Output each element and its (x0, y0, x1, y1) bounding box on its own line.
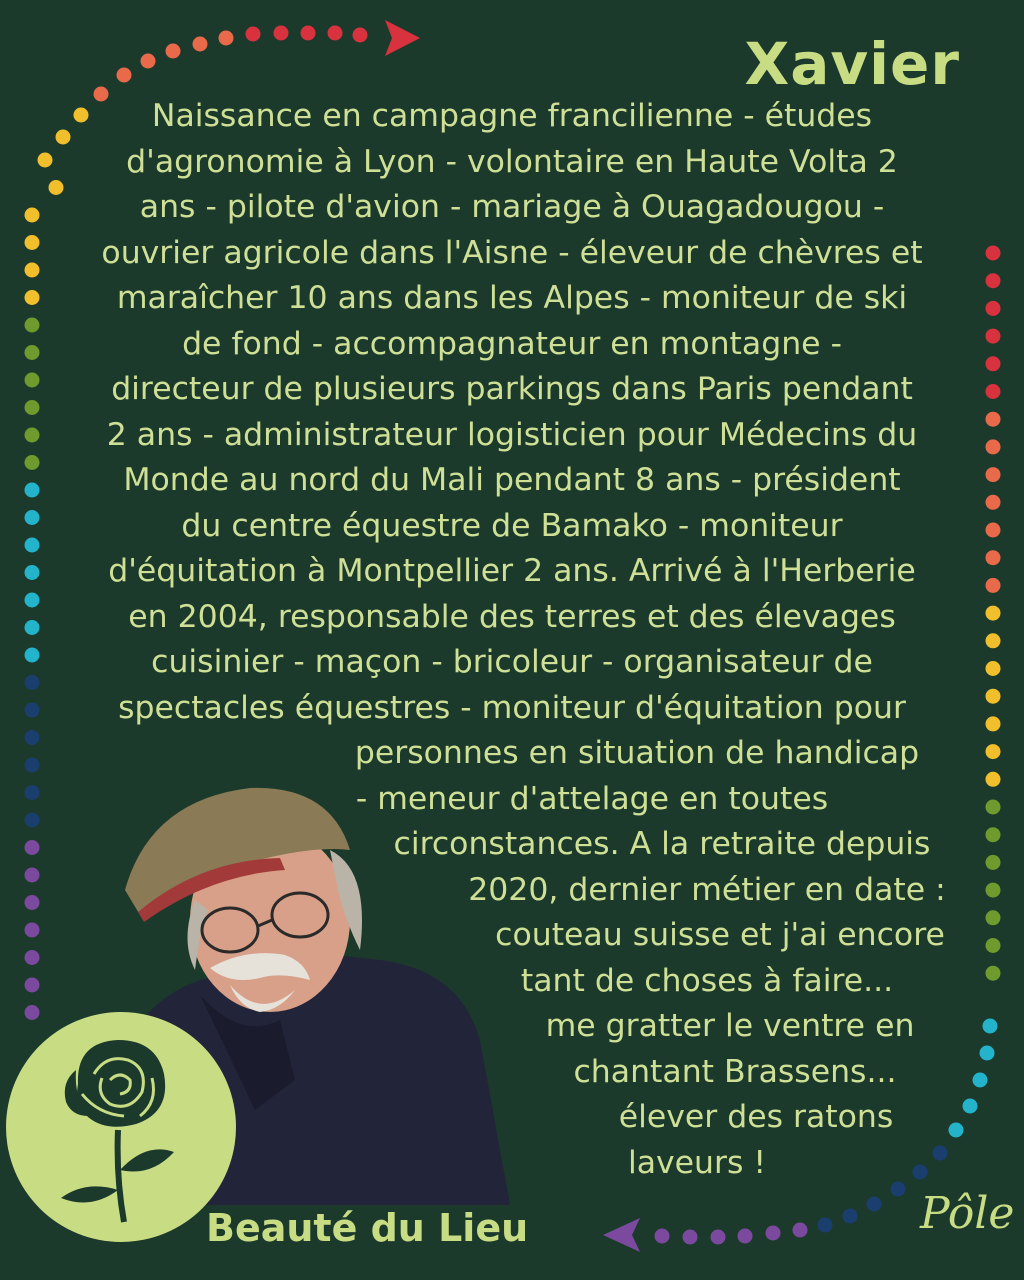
border-dot (166, 44, 181, 59)
bio-line: du centre équestre de Bamako - moniteur (181, 507, 843, 544)
border-dot (986, 772, 1001, 787)
border-dot (25, 730, 40, 745)
border-dot (986, 550, 1001, 565)
bio-line: me gratter le ventre en (545, 1008, 915, 1044)
border-dot (986, 467, 1001, 482)
border-dot (328, 26, 343, 41)
bio-line: ans - pilote d'avion - mariage à Ouagadougou - (139, 189, 885, 225)
border-dot (986, 356, 1001, 371)
border-dot (766, 1226, 781, 1241)
border-dot (25, 235, 40, 250)
border-dot (56, 130, 71, 145)
bio-line: couteau suisse et j'ai encore (495, 917, 945, 953)
bio-line: ouvrier agricole dans l'Aisne - éleveur de chèvres et (101, 234, 923, 271)
border-dot (986, 689, 1001, 704)
bio-line: circonstances. A la retraite depuis (393, 826, 931, 862)
border-dot (25, 675, 40, 690)
border-dot (25, 785, 40, 800)
border-dot (25, 455, 40, 470)
border-dot (986, 606, 1001, 621)
bio-line: laveurs ! (627, 1144, 767, 1181)
border-dot (25, 208, 40, 223)
border-dot (25, 483, 40, 498)
border-dot (25, 318, 40, 333)
border-dot (274, 26, 289, 41)
border-dot (738, 1229, 753, 1244)
arrow-right-icon (385, 20, 420, 56)
bio-line: 2020, dernier métier en date : (468, 871, 946, 908)
border-dot (25, 950, 40, 965)
bio-line: élever des ratons (618, 1099, 894, 1135)
bio-line: directeur de plusieurs parkings dans Paris pendant (111, 371, 913, 407)
border-dot (25, 840, 40, 855)
border-dot (25, 565, 40, 580)
logo-text: Pôle (920, 1188, 1015, 1239)
border-dot (25, 345, 40, 360)
border-dot (986, 633, 1001, 648)
border-dot (655, 1229, 670, 1244)
border-dot (986, 329, 1001, 344)
border-dot (301, 26, 316, 41)
border-dot (25, 813, 40, 828)
border-dot (25, 400, 40, 415)
border-dot (986, 910, 1001, 925)
border-dot (986, 800, 1001, 815)
bio-line: en 2004, responsable des terres et des élevages (128, 598, 896, 635)
arrow-left-icon (603, 1218, 640, 1252)
page-title: Xavier (744, 30, 960, 98)
border-dot (986, 495, 1001, 510)
bio-line: 2 ans - administrateur logisticien pour Médecins du (106, 416, 918, 453)
border-dot (986, 439, 1001, 454)
border-dot (25, 895, 40, 910)
border-dot (867, 1197, 882, 1212)
border-dot (963, 1099, 978, 1114)
rose-badge (6, 1012, 236, 1242)
bio-line: de fond - accompagnateur en montagne - (182, 325, 842, 362)
border-dot (986, 273, 1001, 288)
border-dot (973, 1073, 988, 1088)
rose-icon (6, 1012, 236, 1242)
border-dot (683, 1230, 698, 1245)
border-dot (25, 593, 40, 608)
border-dot (25, 538, 40, 553)
border-dot (25, 428, 40, 443)
bio-line: cuisinier - maçon - bricoleur - organisateur de (151, 644, 873, 680)
border-dot (986, 246, 1001, 261)
border-dot (117, 68, 132, 83)
border-dot (986, 883, 1001, 898)
border-dot (711, 1230, 726, 1245)
border-dot (49, 180, 64, 195)
border-dot (25, 868, 40, 883)
border-dot (986, 966, 1001, 981)
border-dot (25, 703, 40, 718)
border-dot (25, 620, 40, 635)
border-dot (141, 54, 156, 69)
border-dot (25, 978, 40, 993)
border-dot (913, 1165, 928, 1180)
bio-line: - meneur d'attelage en toutes (355, 780, 829, 817)
border-dot (986, 301, 1001, 316)
bio-line: Monde au nord du Mali pendant 8 ans - président (123, 462, 901, 498)
bio-line: spectacles équestres - moniteur d'équitation pour (118, 689, 906, 726)
border-dot (986, 744, 1001, 759)
border-dot (219, 31, 234, 46)
bio-line: personnes en situation de handicap (354, 735, 920, 771)
border-dot (246, 27, 261, 42)
bio-line: maraîcher 10 ans dans les Alpes - moniteur de ski (116, 280, 908, 316)
border-dot (986, 855, 1001, 870)
border-dot (818, 1218, 833, 1233)
border-dot (986, 661, 1001, 676)
bio-line: d'agronomie à Lyon - volontaire en Haute Volta 2 (126, 143, 898, 180)
border-dot (793, 1223, 808, 1238)
border-dot (983, 1019, 998, 1034)
border-dot (25, 648, 40, 663)
border-dot (986, 578, 1001, 593)
section-label: Beauté du Lieu (206, 1206, 529, 1250)
border-dot (94, 87, 109, 102)
border-dot (986, 716, 1001, 731)
border-dot (986, 412, 1001, 427)
border-dot (25, 923, 40, 938)
bio-line: d'équitation à Montpellier 2 ans. Arrivé à l'Herberie (108, 553, 916, 589)
border-dot (986, 827, 1001, 842)
bio-line: chantant Brassens... (573, 1053, 897, 1090)
border-dot (980, 1046, 995, 1061)
border-dot (843, 1209, 858, 1224)
border-dot (25, 290, 40, 305)
border-dot (891, 1182, 906, 1197)
bio-line: Naissance en campagne francilienne - études (151, 98, 873, 134)
bio-line: tant de choses à faire... (520, 962, 894, 999)
border-dot (25, 758, 40, 773)
border-dot (986, 938, 1001, 953)
border-dot (193, 37, 208, 52)
border-dot (25, 510, 40, 525)
border-dot (25, 373, 40, 388)
border-dot (25, 263, 40, 278)
border-dot (986, 523, 1001, 538)
border-dot (353, 28, 368, 43)
border-dot (74, 108, 89, 123)
border-dot (933, 1146, 948, 1161)
border-dot (986, 384, 1001, 399)
border-dot (38, 153, 53, 168)
border-dot (949, 1123, 964, 1138)
